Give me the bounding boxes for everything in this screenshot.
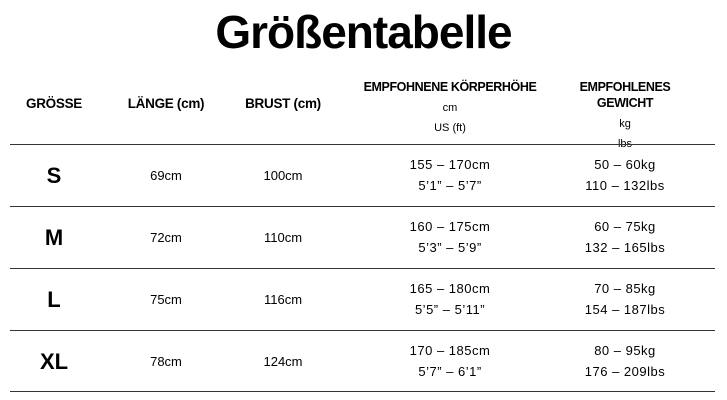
height-cell [360, 269, 540, 330]
header-height-unit-ft: US (ft) [434, 122, 466, 134]
weight-cell [550, 207, 700, 268]
header-chest-label: BRUST (cm) [245, 96, 321, 111]
table-row [10, 330, 715, 392]
chest-cell: 124cm [263, 354, 303, 369]
weight-lbs: 176 – 209lbs [584, 364, 666, 379]
height-cm: 160 – 175cm [409, 219, 491, 234]
page-title: Größentabelle [215, 6, 512, 58]
table-row [10, 268, 715, 330]
height-cell [360, 331, 540, 392]
size-table [10, 74, 715, 392]
header-height [360, 74, 540, 144]
size-cell: L [47, 287, 61, 312]
header-height-unit-cm: cm [442, 102, 458, 114]
weight-kg: 50 – 60kg [594, 157, 656, 172]
height-cm: 170 – 185cm [409, 343, 491, 358]
header-weight [550, 74, 700, 150]
header-size [10, 74, 98, 144]
length-cell: 72cm [150, 230, 182, 245]
height-ft: 5’7” – 6’1” [418, 364, 482, 379]
table-row [10, 206, 715, 268]
weight-kg: 80 – 95kg [594, 343, 656, 358]
weight-cell [550, 269, 700, 330]
header-length [106, 74, 226, 144]
height-cm: 165 – 180cm [409, 281, 491, 296]
size-cell: S [46, 163, 62, 188]
header-height-label: EMPFOHNENE KÖRPERHÖHE [363, 80, 537, 94]
header-weight-unit-kg: kg [619, 118, 631, 130]
chest-cell: 110cm [263, 230, 303, 245]
height-ft: 5’3” – 5’9” [418, 240, 482, 255]
header-weight-unit-lbs: lbs [617, 138, 633, 150]
size-cell: XL [39, 349, 69, 374]
header-length-label: LÄNGE (cm) [127, 96, 205, 111]
chest-cell: 100cm [263, 168, 303, 183]
weight-cell [550, 331, 700, 392]
header-size-label: GRÖSSE [26, 96, 82, 111]
height-cm: 155 – 170cm [409, 157, 491, 172]
size-cell: M [44, 225, 64, 250]
header-weight-label: EMPFOHLENES GEWICHT [579, 80, 671, 110]
height-ft: 5’5” – 5’11” [414, 302, 486, 317]
length-cell: 69cm [150, 168, 182, 183]
table-row [10, 144, 715, 206]
height-ft: 5’1” – 5’7” [418, 178, 482, 193]
weight-kg: 60 – 75kg [594, 219, 656, 234]
weight-lbs: 132 – 165lbs [584, 240, 666, 255]
weight-lbs: 154 – 187lbs [584, 302, 666, 317]
chest-cell: 116cm [263, 292, 303, 307]
weight-lbs: 110 – 132lbs [585, 178, 665, 193]
weight-kg: 70 – 85kg [594, 281, 656, 296]
table-header [10, 74, 715, 150]
height-cell [360, 145, 540, 206]
weight-cell [550, 145, 700, 206]
length-cell: 78cm [150, 354, 182, 369]
length-cell: 75cm [150, 292, 182, 307]
header-chest [228, 74, 338, 144]
height-cell [360, 207, 540, 268]
